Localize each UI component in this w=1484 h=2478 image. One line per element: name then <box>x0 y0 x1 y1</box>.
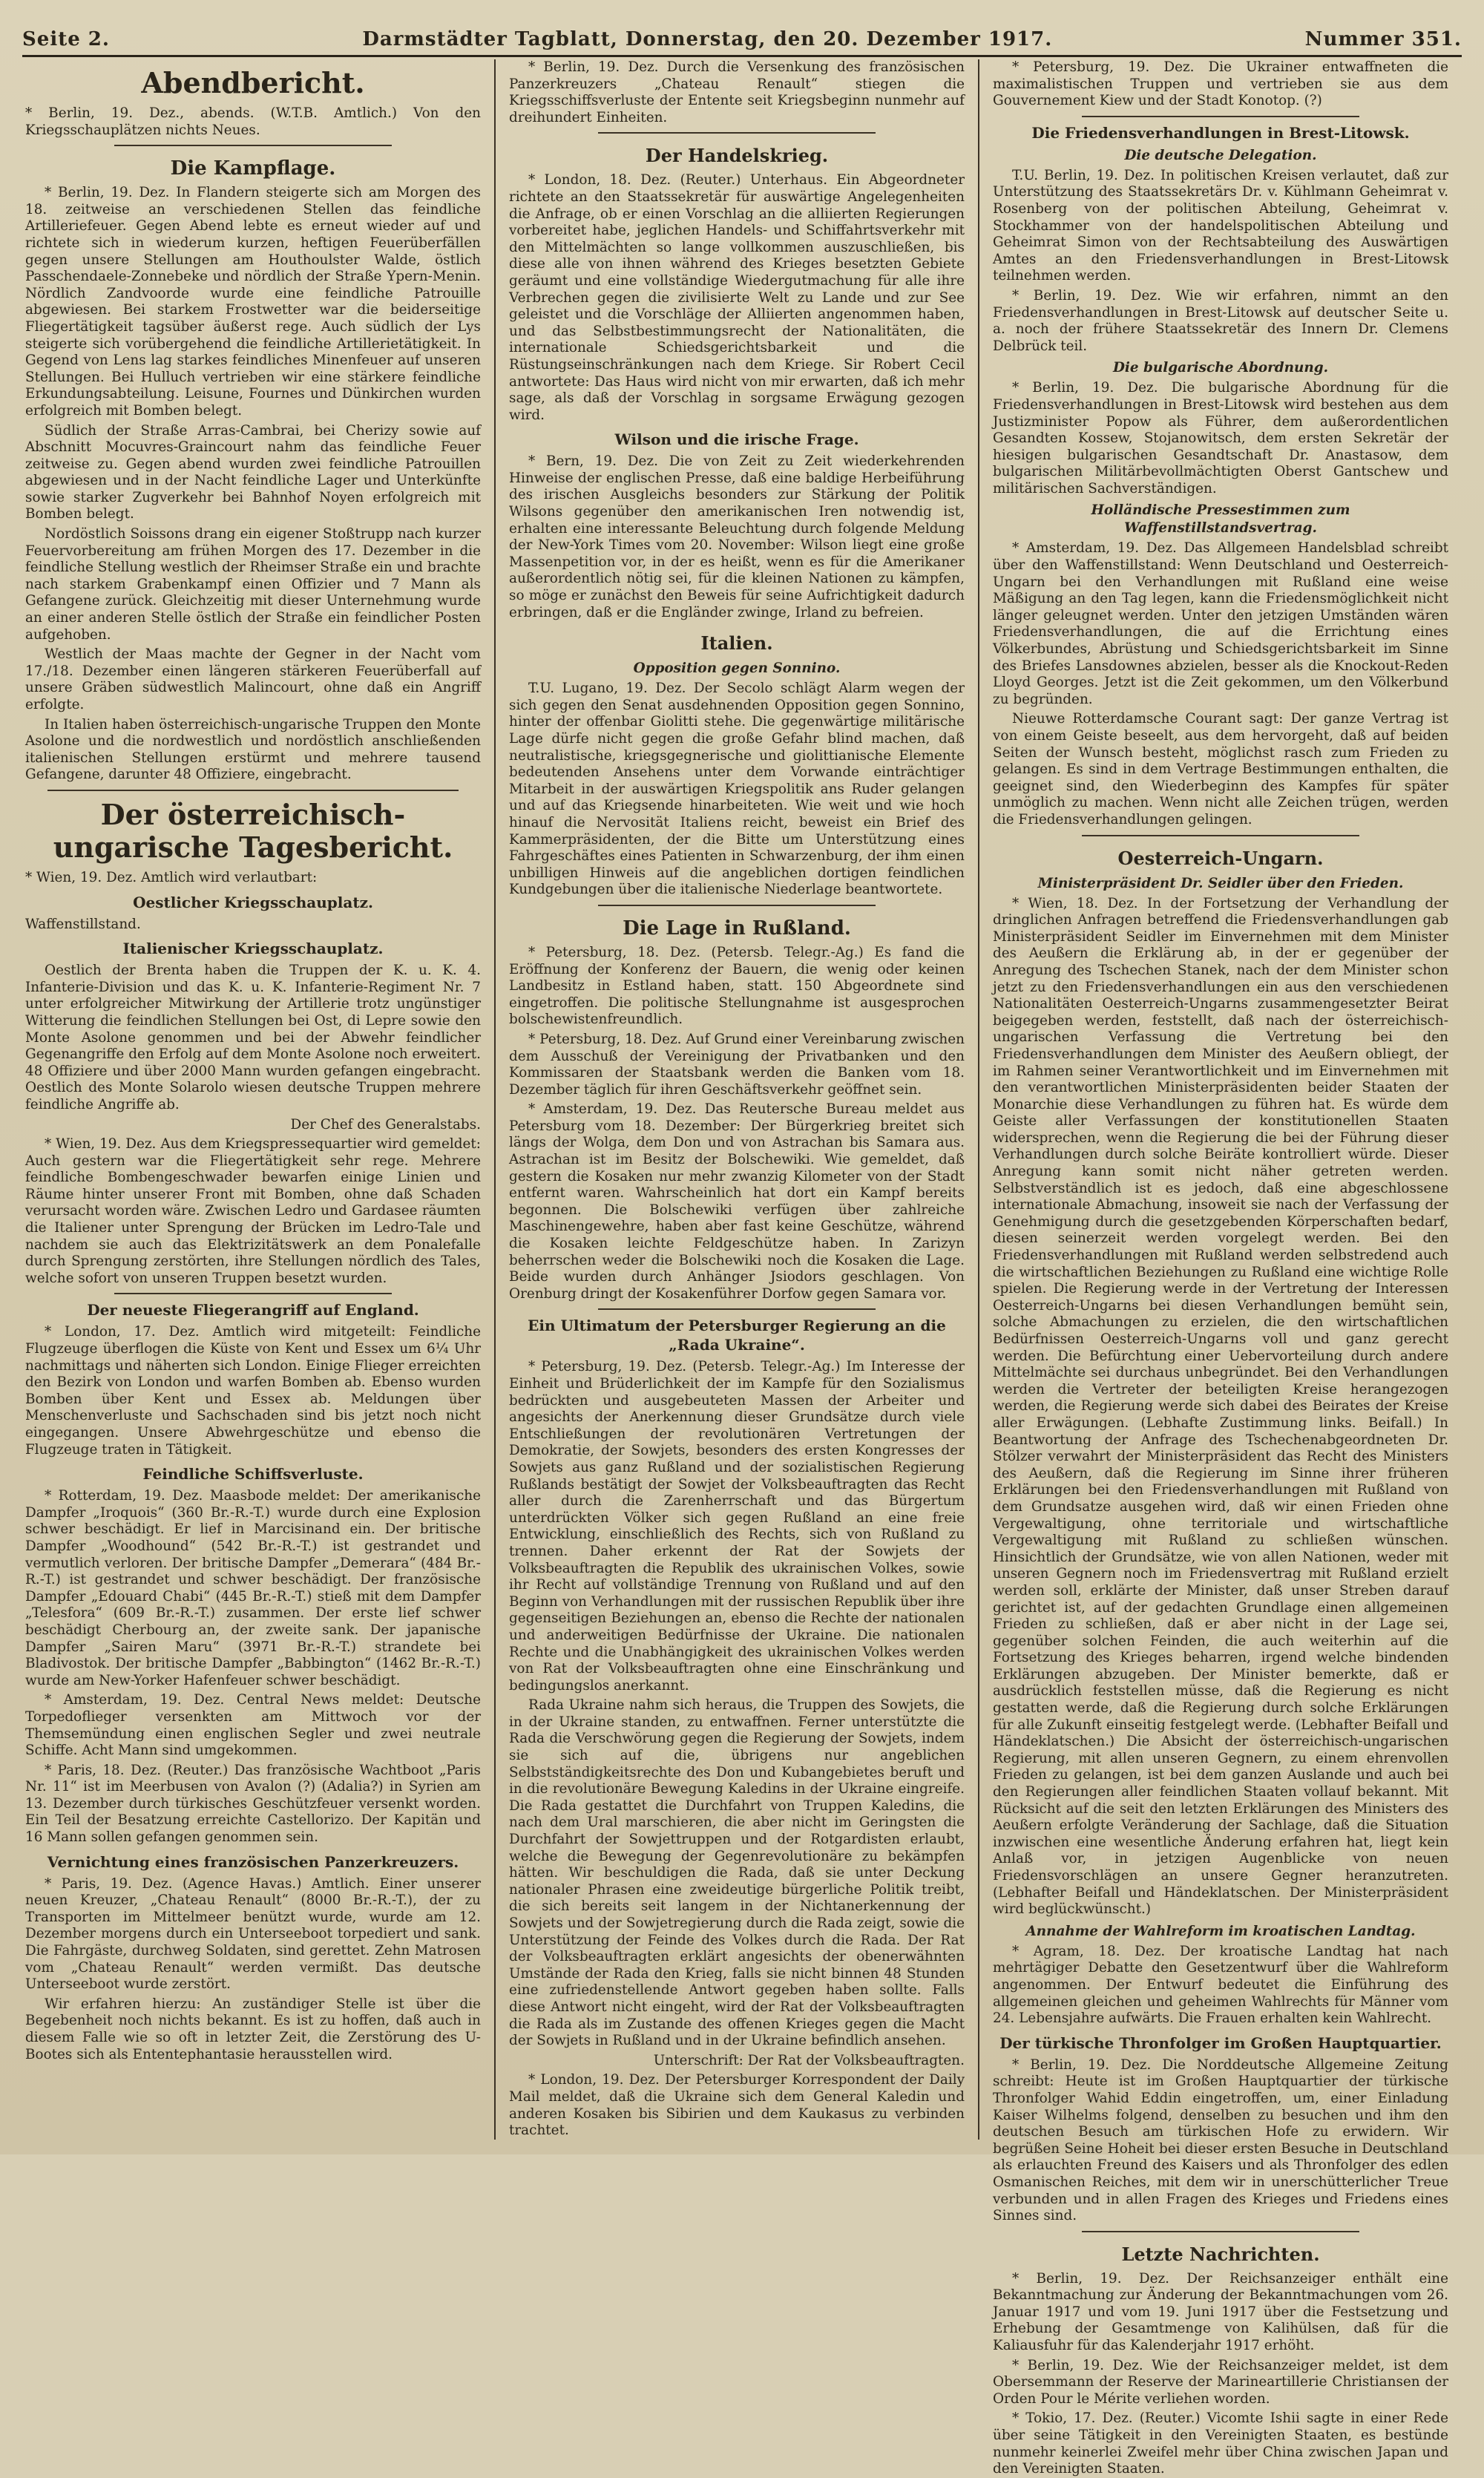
headline-fliegerangriff: Der neueste Fliegerangriff auf England. <box>87 1301 419 1320</box>
divider <box>1082 835 1359 836</box>
divider <box>1082 116 1359 117</box>
divider <box>598 1308 876 1310</box>
article-paragraph: Waffenstillstand. <box>25 916 141 932</box>
subheadline-opposition: Opposition gegen Sonnino. <box>633 661 841 677</box>
page-number: Seite 2. <box>22 28 110 50</box>
article-paragraph: * Bern, 19. Dez. Die von Zeit zu Zeit wiederkehrenden Hinweise der englischen Presse, daß eine baldige Herbeiführung des irischen Ausgleichs besonders zur Stärkung der Politik Wilsons gegenüber den amerikanischen Iren notwendig ist, erhalten eine interessante Beleuchtung durch folgende Meldung der New-York Times vom 20. November: Wilson liegt eine große Massenpetition vor, in der es heißt, wenn es für die Amerikaner außerordentlich nötig sei, für die kleinen Nationen zu kämpfen, so möge er zunächst den Beweis für seine Aufrichtigkeit dadurch erbringen, daß er die Engländer zwinge, Irland zu befreien. <box>509 453 965 620</box>
article-signature: Der Chef des Generalstabs. <box>290 1116 481 1133</box>
headline-friedensverhandlungen: Die Friedensverhandlungen in Brest-Litowsk. <box>1031 123 1410 142</box>
article-paragraph: Nieuwe Rotterdamsche Courant sagt: Der ganze Vertrag ist von einem Geiste beseelt, aus dem hervorgeht, daß auf beiden Seiten der Wunsch besteht, möglichst rasch zum Frieden zu gelangen. Es sind in dem Vertrage Bestimmungen enthalten, die geeignet sind, den Wiederbeginn des Kampfes für später unmöglich zu machen. Wenn nicht alle Zeichen trügen, werden die Friedensverhandlungen gelingen. <box>993 711 1448 827</box>
article-paragraph: * Rotterdam, 19. Dez. Maasbode meldet: Der amerikanische Dampfer „Iroquois“ (360 Br.-R.-T.) wurde durch eine Explosion schwer beschädigt. Er lief in Marcisinand ein. Der britische Dampfer „Woodhound“ (542 Br.-R.-T.) ist gestrandet und vermutlich verloren. Der britische Dampfer „Demerara“ (484 Br.-R.-T.) ist gestrandet und schwer beschädigt. Der französische Dampfer „Edouard Chabi“ (445 Br.-R.-T.) stieß mit dem Dampfer „Telesfora“ (609 Br.-R.-T.) zusammen. Der erste lief schwer beschädigt Cherbourg an, der zweite sank. Der japanische Dampfer „Sairen Maru“ (3971 Br.-R.-T.) strandete bei Bladivostok. Der britische Dampfer „Babbington“ (1462 Br.-R.-T.) wurde am New-Yorker Hafenfeuer schwer beschädigt. <box>25 1488 481 1688</box>
divider <box>114 145 392 146</box>
subheadline-wahlreform: Annahme der Wahlreform im kroatischen Landtag. <box>1025 1923 1416 1939</box>
article-paragraph: * Petersburg, 19. Dez. Die Ukrainer entwaffneten die maximalistischen Truppen und vertrieben sie aus dem Gouvernement Kiew und der Stadt Konotop. (?) <box>993 59 1448 109</box>
columns <box>22 59 1462 2477</box>
article-paragraph: Südlich der Straße Arras-Cambrai, bei Cherizy sowie auf Abschnitt Mocuvres-Graincourt nahm das feindliche Feuer zeitweise zu. Gegen abend wurden zwei feindliche Patrouillen abgewiesen und in der Nacht feindliche Lager und Unterkünfte sowie starker Zugverkehr bei Bahnhof Noyen erfolgreich mit Bomben belegt. <box>25 422 481 522</box>
article-paragraph: * Amsterdam, 19. Dez. Central News meldet: Deutsche Torpedoflieger versenkten am Mittwoch vor der Themsemündung einen englischen Segler und zwei neutrale Schiffe. Acht Mann sind umgekommen. <box>25 1692 481 1759</box>
divider <box>1082 2231 1359 2232</box>
subheadline-oestlicher-kriegsschauplatz: Oestlicher Kriegsschauplatz. <box>133 893 373 911</box>
article-paragraph: * Petersburg, 18. Dez. Auf Grund einer Vereinbarung zwischen dem Ausschuß der Vereinigung der Privatbanken und den Kommissaren der Staatsbank werden die Banken vom 18. Dezember täglich für ihren Geschäftsverkehr geöffnet sein. <box>509 1031 965 1098</box>
article-paragraph: * Paris, 18. Dez. (Reuter.) Das französische Wachtboot „Paris Nr. 11“ ist im Meerbusen von Avalon (?) (Adalia?) in Syrien am 13. Dezember durch türkisches Geschützfeuer versenkt worden. Ein Teil der Besatzung erreichte Castellorizo. Der Kapitän und 16 Mann sollen gefangen genommen sein. <box>25 1762 481 1846</box>
subheadline-deutsche-delegation: Die deutsche Delegation. <box>1124 147 1317 163</box>
divider <box>598 905 876 906</box>
article-paragraph: Wir erfahren hierzu: An zuständiger Stelle ist über die Begebenheit noch nichts bekannt. Es ist zu hoffen, daß auch in diesem Falle wie so oft in letzter Zeit, die Zerstörung des U-Bootes sich als Ententephantasie herausstellen wird. <box>25 1996 481 2062</box>
subheadline-hollaendische-pressestimmen: Holländische Pressestimmen zum Waffenstillstandsvertrag. <box>1091 502 1350 537</box>
article-paragraph: * London, 18. Dez. (Reuter.) Unterhaus. Ein Abgeordneter richtete an den Staatssekretär für auswärtige Angelegenheiten die Anfrage, ob er einen Vorschlag an die alliierten Regierungen vorbereitet habe, jeglichen Handels- und Schiffahrtsverkehr mit den Mittelmächten so lange vollkommen auszuschließen, bis diese alle von ihnen während des Krieges besetzten Gebiete geräumt und eine vollständige Wiedergutmachung für alle ihre Verbrechen gegen die zivilisierte Welt zu Lande und zur See geleistet und die Vorschläge der Alliierten angenommen haben, und das Selbstbestimmungsrecht der Nationalitäten, die internationale Schiedsgerichtsbarkeit und die Rüstungseinschränkungen nach dem Kriege. Sir Robert Cecil antwortete: Das Haus wird nicht von mir erwarten, daß ich mehr sage, als daß der Vorschlag in sorgsame Erwägung gezogen wird. <box>509 172 965 423</box>
article-paragraph: * Berlin, 19. Dez. Die Norddeutsche Allgemeine Zeitung schreibt: Heute ist im Großen Hauptquartier der türkische Thronfolger Wahid Eddin eingetroffen, um, einer Einladung Kaiser Wilhelms folgend, denselben zu besuchen und ihm den deutschen Besuch am türkischen Hofe zu erwidern. Wir begrüßen Seine Hoheit bei dieser ersten Besuche in Deutschland als erlauchten Freund des Kaisers und als Thronfolger des edlen Osmanischen Reiches, mit dem wir in unerschütterlicher Treue verbunden und in allen Fragen des Krieges und Friedens eines Sinnes sind. <box>993 2056 1448 2224</box>
subheadline-italienischer-kriegsschauplatz: Italienischer Kriegsschauplatz. <box>122 940 384 958</box>
divider <box>47 790 459 791</box>
subheadline-bulgarische-abordnung: Die bulgarische Abordnung. <box>1112 360 1329 376</box>
article-paragraph: Rada Ukraine nahm sich heraus, die Truppen des Sowjets, die in der Ukraine standen, zu entwaffnen. Ferner unterstützte die Rada die Verschwörung gegen die Regierung der Sowjets, indem sie sich auf die, übrigens nur angeblichen Selbstständigkeitsrechte des Don und Kubangebietes beruft und in die revolutionäre Bewegung Kaledins in der Ukraine eingreife. Die Rada gestattet die Durchfahrt von Truppen Kaledins, die nach dem Ural marschieren, die aber nicht im Geringsten die Durchfahrt der Sowjettruppen und der Rotgardisten erlaubt, welche die Bewegung der Gegenrevolutionäre zu bekämpfen hätten. Wir beschuldigen die Rada, daß sie unter Deckung nationaler Phrasen eine zweideutige bürgerliche Politik treibt, die sich bereits seit langem in der Nichtanerkennung der Sowjets und der Sowjetregierung durch die Rada zeigt, sowie die Unterstützung der Feinde des Volkes durch die Rada. Der Rat der Volksbeauftragten erklärt angesichts der obenerwähnten Umstände der Rada den Krieg, falls sie nicht binnen 48 Stunden eine zufriedenstellende Antwort gegeben haben sollte. Falls diese Antwort nicht eingeht, wird der Rat der Volksbeauftragten die Rada als im Zustande des offenen Krieges gegen die Macht der Sowjets in Rußland und in der Ukraine befindlich ansehen. <box>509 1697 965 2049</box>
article-paragraph: * Berlin, 19. Dez. Wie der Reichsanzeiger meldet, ist dem Obersemmann der Reserve der Marineartillerie Christiansen der Orden Pour le Mérite verliehen worden. <box>993 2357 1448 2407</box>
article-signature: Unterschrift: Der Rat der Volksbeauftragten. <box>653 2052 965 2068</box>
column-3 <box>979 59 1462 2477</box>
headline-schiffsverluste: Feindliche Schiffsverluste. <box>142 1465 364 1484</box>
article-paragraph: * Amsterdam, 19. Dez. Das Allgemeen Handelsblad schreibt über den Waffenstillstand: Wenn Deutschland und Oesterreich-Ungarn bei den Verhandlungen mit Rußland eine weise Mäßigung an den Tag legen, kann die Friedensmöglichkeit nicht länger geleugnet werden. Unter den jetzigen Umständen wären Friedensverhandlungen, die auf die Errichtung eines Völkerbundes, Abrüstung und Schiedsgerichtsbarkeit im Sinne des Briefes Lansdownes abzielen, besser als die Knockout-Reden Lloyd Georges. Jetzt ist die Zeit gekommen, um den Völkerbund zu begründen. <box>993 540 1448 707</box>
article-paragraph: * Petersburg, 18. Dez. (Petersb. Telegr.-Ag.) Es fand die Eröffnung der Konferenz der Bauern, die wenig oder keinen Landbesitz in Estland haben, statt. 150 Abgeordnete sind eingetroffen. Die politische Stellungnahme ist ausgesprochen bolschewistenfreundlich. <box>509 944 965 1028</box>
issue-number: Nummer 351. <box>1304 28 1462 50</box>
article-paragraph: * Berlin, 19. Dez. Wie wir erfahren, nimmt an den Friedensverhandlungen in Brest-Litowsk auf deutscher Seite u. a. noch der frühere Staatssekretär des Innern Dr. Clemens Delbrück teil. <box>993 287 1448 354</box>
article-paragraph: * Amsterdam, 19. Dez. Das Reutersche Bureau meldet aus Petersburg vom 18. Dezember: Der Bürgerkrieg breitet sich längs der Wolga, dem Don und von Astrachan bis Samara aus. Astrachan ist im Besitz der Bolschewiki. Wie gemeldet, daß gestern die Kosaken nur mehr zwanzig Kilometer von der Stadt entfernt waren. Wahrscheinlich hat dort ein Kampf bereits begonnen. Die Bolschewiki verfügen über zahlreiche Maschinengewehre, haben aber fast keine Geschütze, während die Kosaken leichte Feldgeschütze haben. In Zarizyn beherrschen weder die Bolschewiki noch die Kosaken die Lage. Beide wurden durch Anhänger Jsiodors geschlagen. Von Orenburg dringt der Kosakenführer Dorfow gegen Samara vor. <box>509 1101 965 1302</box>
column-1 <box>22 59 496 2140</box>
article-paragraph: * Berlin, 19. Dez., abends. (W.T.B. Amtlich.) Von den Kriegsschauplätzen nichts Neues. <box>25 105 481 138</box>
article-paragraph: T.U. Lugano, 19. Dez. Der Secolo schlägt Alarm wegen der sich gegen den Senat ausdehnenden Opposition gegen Sonnino, hinter der offenbar Giolitti stehe. Die gegenwärtige militärische Lage dürfe nicht gegen die große Gefahr blind machen, daß neutralistische, kriegsgegnerische und giolittianische Elemente bedeutenden Ansehens unter dem Vorwande einträchtiger Mitarbeit in der auswärtigen Kriegspolitik ans Ruder gelangen und auf das Kriegsende hinarbeiteten. Wie weit und wie hoch hinauf die Nervosität Italiens reicht, beweist ein Brief des Kammerpräsidenten, der die Bitte um Unterstützung eines Fahrgeschäftes eines Patienten in Schwarzenburg, der ihm einen unbilligen Hinweis auf die angeblichen dortigen feindlichen Kundgebungen über die italienische Niederlage beantwortete. <box>509 681 965 898</box>
headline-kampflage: Die Kampflage. <box>170 157 336 180</box>
headline-oesterreich-ungarn: Oesterreich-Ungarn. <box>1117 847 1324 869</box>
headline-handelskrieg: Der Handelskrieg. <box>645 145 829 167</box>
subheadline-seidler: Ministerpräsident Dr. Seidler über den Frieden. <box>1037 875 1404 891</box>
headline-lage-russland: Die Lage in Rußland. <box>623 917 851 940</box>
headline-oesterreich-tagesbericht: Der österreichisch-ungarische Tagesbericht. <box>53 797 453 864</box>
article-paragraph: * Paris, 19. Dez. (Agence Havas.) Amtlich. Einer unserer neuen Kreuzer, „Chateau Renault“ (8000 Br.-R.-T.), der zu Transporten im Mittelmeer benützt wurde, wurde am 12. Dezember morgens durch ein Unterseeboot torpediert und sank. Die Fahrgäste, durchweg Soldaten, sind gerettet. Zehn Matrosen vom „Chateau Renault“ werden vermißt. Das deutsche Unterseeboot wurde zerstört. <box>25 1875 481 1993</box>
article-paragraph: * Berlin, 19. Dez. Durch die Versenkung des französischen Panzerkreuzers „Chateau Renault“ stiegen die Kriegsschiffsverluste der Entente seit Kriegsbeginn nunmehr auf dreihundert Einheiten. <box>509 59 965 125</box>
column-2 <box>496 59 979 2140</box>
article-paragraph: * Petersburg, 19. Dez. (Petersb. Telegr.-Ag.) Im Interesse der Einheit und Brüderlichkeit der im Kampfe für den Sozialismus bedrückten und ausgebeuteten Massen der Arbeiter und angesichts der Anerkennung dieser Grundsätze durch viele Entschließungen der revolutionären Vertretungen der Demokratie, der Sowjets, besonders des ersten Kongresses der Sowjets aus ganz Rußland und der sozialistischen Regierung Rußlands bestätigt der Sowjet der Volksbeauftragten das Recht aller durch die Zarenherrschaft und das Bürgertum unterdrückten Völker sich gegen Rußland an eine freie Entwicklung, einschließlich des Rechts, sich von Rußland zu trennen. Daher erkennt der Rat der Sowjets der Volksbeauftragten die Republik des ukrainischen Volkes, sowie ihr Recht auf vollständige Trennung von Rußland und auf den Beginn von Verhandlungen mit der russischen Republik über ihre gegenseitigen Beziehungen an, ebenso die Rechte der nationalen und anderweitigen Bedürfnisse der Ukraine. Die nationalen Rechte und die Unabhängigkeit des ukrainischen Volkes werden von Rat der Volksbeauftragten ohne eine Einschränkung und bedingungslos anerkannt. <box>509 1359 965 1694</box>
headline-tuerkischer-thronfolger: Der türkische Thronfolger im Großen Hauptquartier. <box>999 2033 1442 2052</box>
article-paragraph: * Agram, 18. Dez. Der kroatische Landtag hat nach mehrtägiger Debatte den Gesetzentwurf über die Wahlreform angenommen. Der Entwurf bedeutet die Einführung des allgemeinen gleichen und geheimen Wahlrechts für Männer vom 24. Lebensjahre aufwärts. Die Frauen erhalten kein Wahlrecht. <box>993 1943 1448 2027</box>
article-paragraph: * Berlin, 19. Dez. In Flandern steigerte sich am Morgen des 18. zeitweise an verschiedenen Stellen das feindliche Artilleriefeuer. Gegen Abend lebte es erneut wieder auf und richtete sich in wiederum kurzen, heftigen Feuerüberfällen gegen unsere Stellungen am Houthoulster Walde, östlich Passchendaele-Zonnebeke und nördlich der Straße Ypern-Menin. Nördlich Zandvoorde wurde eine feindliche Patrouille abgewiesen. Bei starkem Frostwetter war die beiderseitige Fliegertätigkeit tagsüber äußerst rege. Auch südlich der Lys steigerte sich vorübergehend die feindliche Artillerietätigkeit. In Gegend von Lens lag starkes feindliches Minenfeuer auf unseren Stellungen. Bei Hulluch vertrieben wir eine stärkere feindliche Erkundungsabteilung. Leisune, Fournes und Dünkirchen wurden erfolgreich mit Bomben belegt. <box>25 185 481 419</box>
article-paragraph: * Wien, 18. Dez. In der Fortsetzung der Verhandlung der dringlichen Anfragen betreffend die Friedensverhandlungen gab Ministerpräsident Seidler im Einvernehmen mit dem Minister des Aeußern die Erklärung ab, in der er gegenüber der Anregung des Tschechen Stanek, nach der dem Minister schon jetzt zu den Friedensverhandlungen ein aus den verschiedenen Nationalitäten Oesterreich-Ungarns zusammengesetzter Beirat beigegeben werden, feststellt, daß nach der österreichisch-ungarischen Verfassung die Vertretung bei den Friedensverhandlungen dem Minister des Aeußern obliegt, der im Rahmen seiner Verantwortlichkeit und im Einvernehmen mit den verantwortlichen Ministerpräsidenten beider Staaten der Monarchie diese Verhandlungen zu führen hat. Es würde dem Geiste aller Verfassungen der konstitutionellen Staaten widersprechen, wenn die Regierung die bei der Führung dieser Verhandlungen durch solche Beiräte kontrolliert würde. Dieser Anregung kann somit nicht näher getreten werden. Selbstverständlich ist es jedoch, daß eine abgeschlossene internationale Abmachung, insoweit sie nach der Verfassung der Genehmigung durch die gesetzgebenden Körperschaften bedarf, diesen seinerzeit werden vorgelegt werden. Bei den Friedensverhandlungen mit Rußland werden selbstredend auch die wirtschaftlichen Beziehungen zu Rußland eine wichtige Rolle spielen. Die Regierung werde in der Vertretung der Interessen Oesterreich-Ungarns bei diesen Verhandlungen bemüht sein, solche Abmachungen zu erzielen, die den wirtschaftlichen Bedürfnissen Oesterreich-Ungarns voll und ganz gerecht werden. Die Befürchtung einer Uebervorteilung durch andere Mittelmächte sei durchaus unbegründet. Bei den Verhandlungen werden die Vertreter der beteiligten Kreise herangezogen werden, die Regierung werde sich dabei des Beirates der Kreise aller Erwägungen. (Lebhafte Zustimmung links. Beifall.) In Beantwortung der Anfrage des Tschechenabgeordneten Dr. Stölzer verwahrt der Ministerpräsident das Recht des Ministers des Aeußern, daß die Regierung im Sinne ihrer früheren Erklärungen bei den Friedensverhandlungen mit Rußland von dem Grundsatze ausgehen wird, daß wir einen Frieden ohne Vergewaltigung, ohne territoriale und wirtschaftliche Vergewaltigung mit Rußland zu schließen wünschen. Hinsichtlich der Grundsätze, wie von allen Nationen, weder mit unseren Gegnern noch im Friedensvertrag mit Rußland erzielt werden soll, erklärte der Minister, daß unser Streben darauf gerichtet ist, auf der gedachten Grundlage einen allgemeinen Frieden zu schließen, daß er aber nicht in der Lage sei, gegenüber solchen Feinden, die auch weiterhin auf die Fortsetzung des Krieges beharren, irgend welche bindenden Erklärungen abzugeben. Der Minister bemerkte, daß er ausdrücklich feststellen müsse, daß die Regierung es nicht gestatten werde, daß die Regierung durch solche Erklärungen für alle Zukunft einseitig festgelegt werde. (Lebhafter Beifall und Händeklatschen.) Die Absicht der österreichisch-ungarischen Regierung, mit allen unseren Gegnern, zu einem ehrenvollen Frieden zu gelangen, ist bei dem ganzen Auslande und auch bei den Regierungen aller feindlichen Staaten vollauf bekannt. Mit Rücksicht auf die seit den letzten Erklärungen des Ministers des Aeußern erfolgte Veränderung der Sachlage, daß die Situation inzwischen eine wesentliche Änderung erfahren hat, liegt kein Anlaß vor, in jetzigen Augenblicke von neuen Friedensvorschlägen an unsere Gegner heranzutreten. (Lebhafter Beifall und Händeklatschen. Der Ministerpräsident wird beglückwünscht.) <box>993 895 1448 1918</box>
headline-italien: Italien. <box>700 632 773 655</box>
article-paragraph: Westlich der Maas machte der Gegner in der Nacht vom 17./18. Dezember einen längeren stärkeren Feuerüberfall auf unsere Gräben südwestlich Malincourt, ohne daß ein Angriff erfolgte. <box>25 646 481 712</box>
headline-letzte-nachrichten: Letzte Nachrichten. <box>1121 2243 1320 2265</box>
divider <box>598 132 876 134</box>
article-paragraph: * Tokio, 17. Dez. (Reuter.) Vicomte Ishii sagte in einer Rede über seine Tätigkeit in den Vereinigten Staaten, es bestünde nunmehr keinerlei Zweifel mehr über China zwischen Japan und den Vereinigten Staaten. <box>993 2410 1448 2477</box>
article-paragraph: Oestlich der Brenta haben die Truppen der K. u. K. 4. Infanterie-Division und das K. u. K. Infanterie-Regiment Nr. 7 unter erfolgreicher Mitwirkung der Artillerie trotz ungünstiger Witterung die feindlichen Stellungen bei Ost, di Lepre sowie den Monte Asolone genommen und bei der Abwehr feindlicher Gegenangriffe den Erfolg auf dem Monte Asolone noch erweitert. 48 Offiziere und über 2000 Mann wurden gefangen eingebracht. Oestlich des Monte Solarolo wiesen deutsche Truppen mehrere feindliche Angriffe ab. <box>25 963 481 1112</box>
headline-wilson: Wilson und die irische Frage. <box>614 430 859 449</box>
headline-ultimatum: Ein Ultimatum der Petersburger Regierung an die „Rada Ukraine“. <box>528 1317 946 1354</box>
article-paragraph: * Berlin, 19. Dez. Der Reichsanzeiger enthält eine Bekanntmachung zur Änderung der Bekanntmachungen vom 26. Januar 1917 und vom 19. Juni 1917 über die Festsetzung und Erhebung der Gesamtmenge von Kalihülsen, daß für die Kaliausfuhr für das Kalenderjahr 1917 erhöht. <box>993 2270 1448 2354</box>
headline-abendbericht: Abendbericht. <box>141 66 365 99</box>
masthead <box>22 16 1462 57</box>
article-paragraph: * London, 19. Dez. Der Petersburger Korrespondent der Daily Mail meldet, daß die Ukraine sich dem General Kaledin und anderen Kosaken bis Sibirien und dem Kaukasus zu verbinden trachtet. <box>509 2072 965 2139</box>
divider <box>114 1293 392 1294</box>
article-paragraph: * Wien, 19. Dez. Aus dem Kriegspressequartier wird gemeldet: Auch gestern war die Fliegertätigkeit sehr rege. Mehrere feindliche Bombengeschwader bewarfen einige Linien und Räume hinter unserer Front mit Bomben, ohne daß Schaden verursacht worden wäre. Zwischen Ledro und Gardasee räumten die Italiener unter Sprengung der Brücken im Ledro-Tale und nachdem sie auch das Elektrizitätswerk an dem Ponalefalle durch Sprengung zerstörten, ihre Stellungen nördlich des Tales, welche sofort von unseren Truppen besetzt wurden. <box>25 1136 481 1286</box>
article-paragraph: * Berlin, 19. Dez. Die bulgarische Abordnung für die Friedensverhandlungen in Brest-Litowsk wird bestehen aus dem Justizminister Popow als Führer, dem außerordentlichen Gesandten Kossew, Stojanowitsch, dem ersten Sekretär der hiesigen bulgarischen Gesandtschaft Dr. Anastasow, dem bulgarischen Militärbevollmächtigten Oberst Gantschew und militärischen Sachverständigen. <box>993 380 1448 496</box>
article-paragraph: In Italien haben österreichisch-ungarische Truppen den Monte Asolone und die nordwestlich und nordöstlich anschließenden italienischen Stellungen erstürmt und mehrere tausend Gefangene, darunter 48 Offiziere, eingebracht. <box>25 716 481 783</box>
article-paragraph: Nordöstlich Soissons drang ein eigener Stoßtrupp nach kurzer Feuervorbereitung am frühen Morgen des 17. Dezember in die feindliche Stellung westlich der Rheimser Straße ein und brachte nach starkem Grabenkampf einen Offizier und 7 Mann als Gefangene zurück. Gleichzeitig mit dieser Unternehmung wurde an einer anderen Stelle östlich der Straße ein feindlicher Posten aufgehoben. <box>25 526 481 643</box>
article-paragraph: * Wien, 19. Dez. Amtlich wird verlautbart: <box>25 869 318 885</box>
article-paragraph: T.U. Berlin, 19. Dez. In politischen Kreisen verlautet, daß zur Unterstützung des Staatssekretärs Dr. v. Kühlmann Geheimrat v. Rosenberg von der politischen Abteilung, Geheimrat v. Stockhammer von der handelspolitischen Abteilung und Geheimrat Simon von der Rechtsabteilung des Auswärtigen Amtes an den Friedensverhandlungen in Brest-Litowsk teilnehmen werden. <box>993 167 1448 284</box>
newspaper-dateline: Darmstädter Tagblatt, Donnerstag, den 20. Dezember 1917. <box>362 28 1053 50</box>
headline-panzerkreuzer: Vernichtung eines französischen Panzerkreuzers. <box>47 1852 459 1871</box>
article-paragraph: * London, 17. Dez. Amtlich wird mitgeteilt: Feindliche Flugzeuge überflogen die Küste von Kent und Essex um 6¼ Uhr nachmittags und näherten sich London. Einige Flieger erreichten den Bezirk von London und warfen Bomben ab. Ebenso wurden Bomben über Kent und Essex ab. Meldungen über Menschenverluste und Sachschaden sind bis jetzt noch nicht eingegangen. Unsere Abwehrgeschütze und ebenso die Flugzeuge traten in Tätigkeit. <box>25 1324 481 1458</box>
